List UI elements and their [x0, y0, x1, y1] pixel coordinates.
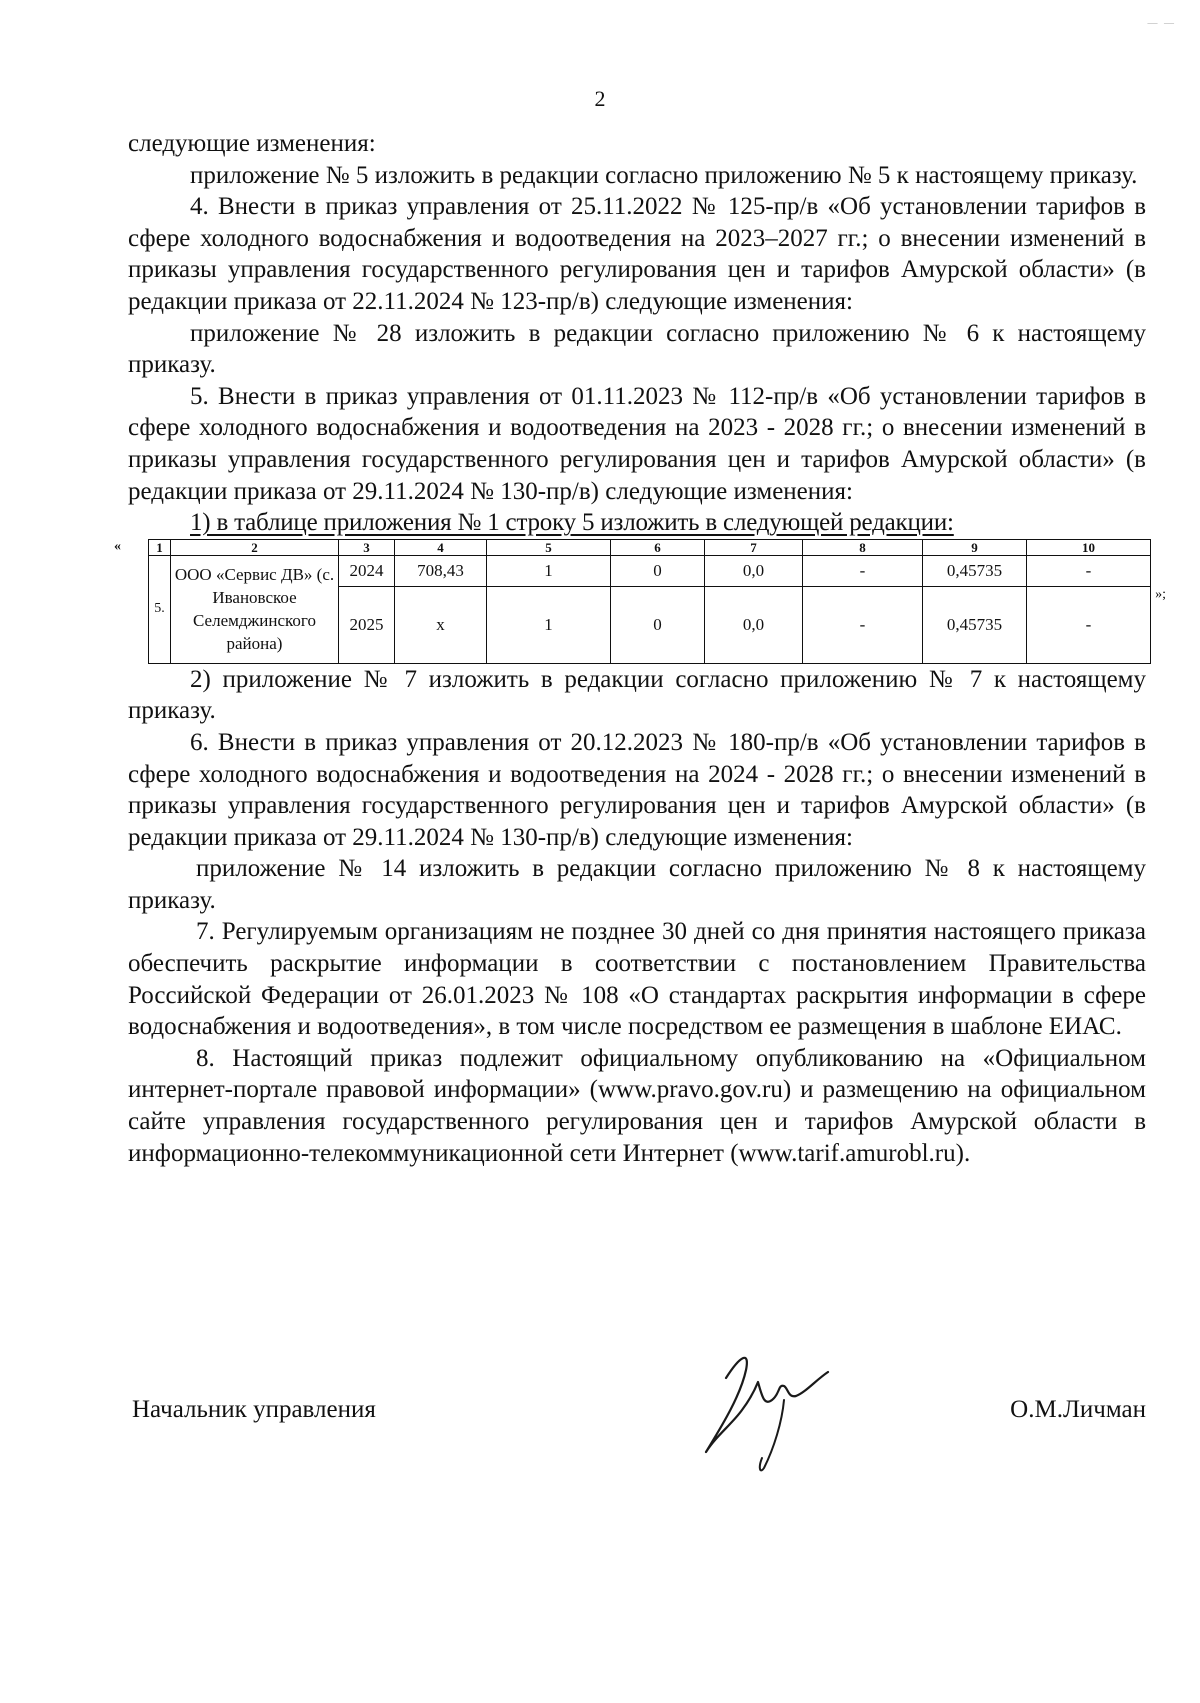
header-cell: 2 — [171, 539, 339, 555]
table-row — [149, 555, 1151, 586]
page-number: 2 — [594, 86, 606, 111]
table-cell: 0,45735 — [923, 555, 1027, 586]
table-cell: 0,0 — [705, 555, 803, 586]
table-cell: 708,43 — [395, 555, 487, 586]
signatory-name: О.М.Личман — [1010, 1396, 1146, 1423]
signatory-role: Начальник управления — [132, 1396, 376, 1423]
paragraph-appendix-14: приложение № 14 изложить в редакции согласно приложению № 8 к настоящему приказу. — [128, 855, 1146, 914]
table-cell: - — [1027, 555, 1151, 586]
header-cell: 7 — [705, 539, 803, 555]
table-open-quote: « — [114, 538, 121, 554]
table-cell: 1 — [487, 555, 611, 586]
header-cell: 3 — [339, 539, 395, 555]
paragraph-table-lead: 1) в таблице приложения № 1 строку 5 изложить в следующей редакции: — [190, 509, 954, 537]
table-cell: 2024 — [339, 555, 395, 586]
header-cell: 1 — [149, 539, 171, 555]
signature-block — [128, 1396, 1146, 1556]
paragraph-appendix-28: приложение № 28 изложить в редакции согласно приложению № 6 к настоящему приказу. — [128, 319, 1146, 379]
organization-cell: ООО «Сервис ДВ» (с. Ивановское Селемджинского района) — [171, 555, 339, 663]
table-cell: - — [803, 586, 923, 663]
handwritten-signature — [688, 1340, 838, 1480]
table-close-quote: »; — [1155, 586, 1166, 602]
table-cell: 0,45735 — [923, 586, 1027, 663]
header-cell: 4 — [395, 539, 487, 555]
header-cell: 8 — [803, 539, 923, 555]
header-cell: 5 — [487, 539, 611, 555]
table-cell: - — [803, 555, 923, 586]
paragraph-continuation: следующие изменения: — [128, 130, 376, 157]
row-number-cell: 5. — [149, 555, 171, 663]
paragraph-item-7: 7. Регулируемым организациям не позднее 30 дней со дня принятия настоящего приказа обеспечить раскрытие информации в соответствии с постановлением Правительства Российской Федерации от 26.01.2023 № 108 «О стандартах раскрытия информации в сфере водоснабжения и водоотведения», в том числе посредством ее размещения в шаблоне ЕИАС. — [128, 918, 1146, 1041]
paragraph-item-8: 8. Настоящий приказ подлежит официальному опубликованию на «Официальном интернет-портале правовой информации» (www.pravo.gov.ru) и размещению на официальном сайте управления государственного регулирования цен и тарифов Амурской области в информационно-телекоммуникационной сети Интернет (www.tarif.amurobl.ru). — [128, 1044, 1146, 1167]
table-cell: - — [1027, 586, 1151, 663]
header-cell: 10 — [1027, 539, 1151, 555]
table-cell: 2025 — [339, 586, 395, 663]
paragraph-appendix-5: приложение № 5 изложить в редакции согласно приложению № 5 к настоящему приказу. — [190, 161, 1138, 189]
corner-mark: — — — [1147, 18, 1176, 29]
header-cell: 6 — [611, 539, 705, 555]
paragraph-item-4: 4. Внести в приказ управления от 25.11.2022 № 125-пр/в «Об установлении тарифов в сфере холодного водоснабжения и водоотведения на 2023–2027 гг.; о внесении изменений в приказы управления государственного регулирования цен и тарифов Амурской области» (в редакции приказа от 22.11.2024 № 123-пр/в) следующие изменения: — [128, 193, 1146, 315]
amendment-table — [148, 539, 1151, 664]
document-body — [114, 128, 1166, 1169]
table-cell: 0 — [611, 555, 705, 586]
table-cell: 1 — [487, 586, 611, 663]
header-cell: 9 — [923, 539, 1027, 555]
paragraph-appendix-7: 2) приложение № 7 изложить в редакции согласно приложению № 7 к настоящему приказу. — [128, 665, 1146, 725]
table-cell: 0 — [611, 586, 705, 663]
table-cell: 0,0 — [705, 586, 803, 663]
paragraph-item-6: 6. Внести в приказ управления от 20.12.2023 № 180-пр/в «Об установлении тарифов в сфере холодного водоснабжения и водоотведения на 2024 - 2028 гг.; о внесении изменений в приказы управления государственного регулирования цен и тарифов Амурской области» (в редакции приказа от 29.11.2024 № 130-пр/в) следующие изменения: — [128, 728, 1146, 851]
paragraph-item-5: 5. Внести в приказ управления от 01.11.2023 № 112-пр/в «Об установлении тарифов в сфере холодного водоснабжения и водоотведения на 2023 - 2028 гг.; о внесении изменений в приказы управления государственного регулирования цен и тарифов Амурской области» (в редакции приказа от 29.11.2024 № 130-пр/в) следующие изменения: — [128, 382, 1146, 505]
table-header-row — [149, 539, 1151, 555]
table-cell: х — [395, 586, 487, 663]
amendment-table-wrapper — [114, 538, 1166, 664]
